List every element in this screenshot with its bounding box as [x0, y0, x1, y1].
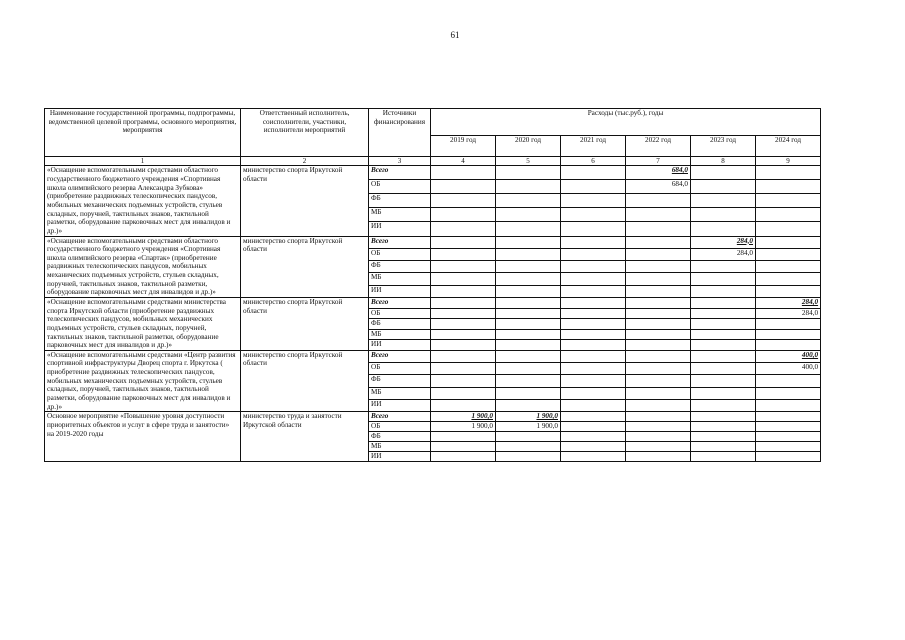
funding-source: МБ [369, 273, 431, 285]
expense-value [626, 194, 691, 208]
expense-value [691, 261, 756, 273]
expense-value [496, 261, 561, 273]
expense-value: 1 900,0 [496, 412, 561, 422]
expense-value [756, 273, 821, 285]
header-year: 2019 год [431, 136, 496, 157]
expense-value [626, 261, 691, 273]
column-number: 2 [241, 157, 369, 166]
expense-value [561, 180, 626, 194]
expense-value [431, 387, 496, 399]
expense-value [756, 452, 821, 462]
expense-value: 284,0 [691, 248, 756, 260]
expense-value [431, 208, 496, 222]
funding-source: Всего [369, 166, 431, 180]
measure-name: Основное мероприятие «Повышение уровня доступности приоритетных объектов и услуг в сфере труда и занятости» на 2019-2020 годы [45, 412, 241, 462]
expense-value [691, 432, 756, 442]
header-year: 2023 год [691, 136, 756, 157]
funding-source: ФБ [369, 375, 431, 387]
expense-value [756, 194, 821, 208]
column-number: 3 [369, 157, 431, 166]
header-year: 2024 год [756, 136, 821, 157]
measure-executor: министерство спорта Иркутской области [241, 298, 369, 351]
expense-value [561, 308, 626, 319]
expense-value: 400,0 [756, 363, 821, 375]
expense-value [561, 432, 626, 442]
expense-value [561, 222, 626, 236]
expense-value [756, 375, 821, 387]
funding-source: МБ [369, 329, 431, 340]
expense-value [626, 350, 691, 362]
header-name: Наименование государственной программы, подпрограммы, ведомственной целевой программы, основного мероприятия, мероприятия [45, 109, 241, 157]
expense-value [496, 363, 561, 375]
expense-value [626, 422, 691, 432]
expense-value [431, 375, 496, 387]
expense-value [431, 166, 496, 180]
expense-value [756, 329, 821, 340]
expense-value [691, 285, 756, 297]
expense-value [756, 285, 821, 297]
expense-value [561, 273, 626, 285]
expense-value [626, 236, 691, 248]
header-expenses: Расходы (тыс.руб.), годы [431, 109, 821, 136]
expense-value [691, 166, 756, 180]
expense-value [561, 329, 626, 340]
expense-value [431, 298, 496, 309]
header-year: 2022 год [626, 136, 691, 157]
expense-value [691, 329, 756, 340]
expense-value [561, 400, 626, 412]
funding-source: ФБ [369, 194, 431, 208]
funding-source: МБ [369, 387, 431, 399]
expense-value: 1 900,0 [431, 412, 496, 422]
measure-executor: министерство труда и занятости Иркутской области [241, 412, 369, 462]
expense-value [756, 319, 821, 330]
table-row [45, 166, 821, 180]
column-number: 1 [45, 157, 241, 166]
expense-value [756, 166, 821, 180]
expense-value [561, 194, 626, 208]
expense-value [691, 442, 756, 452]
column-number: 9 [756, 157, 821, 166]
expense-value [496, 400, 561, 412]
expense-value [691, 350, 756, 362]
expense-value [626, 222, 691, 236]
column-number: 8 [691, 157, 756, 166]
column-number: 7 [626, 157, 691, 166]
expense-value [431, 400, 496, 412]
funding-source: ИИ [369, 222, 431, 236]
measure-name: «Оснащение вспомогательными средствами «Центр развития спортивной инфраструктуры Дворец спорта г. Иркутска ( приобретение раздвижных телескопических пандусов, мобильных механических подъемных устройств, стульев складных, поручней, тактильных знаков, тактильной разметки, оборудование парковочных мест для инвалидов и др.)» [45, 350, 241, 411]
funding-source: ИИ [369, 452, 431, 462]
expense-value [691, 308, 756, 319]
expense-value [496, 285, 561, 297]
expense-value [756, 261, 821, 273]
expense-value [561, 422, 626, 432]
expense-value [756, 412, 821, 422]
expense-value [496, 180, 561, 194]
expense-value [431, 248, 496, 260]
measure-name: «Оснащение вспомогательными средствами министерства спорта Иркутской области (приобретение раздвижных телескопических пандусов, мобильных механических подъемных устройств, стульев складных, поручней, тактильных знаков, тактильной разметки, оборудование парковочных мест для инвалидов и др.)» [45, 298, 241, 351]
expense-value [431, 261, 496, 273]
expense-value [561, 387, 626, 399]
expense-value [431, 236, 496, 248]
expense-value [626, 412, 691, 422]
funding-source: Всего [369, 412, 431, 422]
expense-value [561, 285, 626, 297]
expense-value [561, 248, 626, 260]
expense-value [691, 298, 756, 309]
expense-value [691, 194, 756, 208]
measure-executor: министерство спорта Иркутской области [241, 236, 369, 297]
expense-value [496, 375, 561, 387]
expense-value [496, 166, 561, 180]
measure-executor: министерство спорта Иркутской области [241, 350, 369, 411]
measure-name: «Оснащение вспомогательными средствами областного государственного бюджетного учреждения «Спортивная школа олимпийского резерва Александра Зубкова» (приобретение раздвижных телескопических пандусов, мобильных механических подъемных устройств, стульев складных, поручней, тактильных знаков, тактильной разметки, оборудование парковочных мест для инвалидов и др.)» [45, 166, 241, 236]
expense-value [431, 308, 496, 319]
expense-value [561, 319, 626, 330]
funding-source: МБ [369, 442, 431, 452]
expense-value: 1 900,0 [496, 422, 561, 432]
expense-value [561, 412, 626, 422]
funding-source: ИИ [369, 285, 431, 297]
expense-value: 284,0 [756, 308, 821, 319]
expense-value [626, 432, 691, 442]
expense-value [431, 285, 496, 297]
expense-value [496, 194, 561, 208]
expense-value [561, 298, 626, 309]
expense-value [626, 273, 691, 285]
expense-value [691, 222, 756, 236]
expense-value [626, 442, 691, 452]
expense-value [496, 298, 561, 309]
table-row [45, 412, 821, 422]
expense-value [756, 208, 821, 222]
expense-value [691, 319, 756, 330]
expense-value [561, 375, 626, 387]
expense-value [561, 350, 626, 362]
column-number: 6 [561, 157, 626, 166]
expense-value [691, 412, 756, 422]
expense-value [431, 180, 496, 194]
expense-value [431, 222, 496, 236]
expense-value [691, 340, 756, 351]
expense-value [496, 442, 561, 452]
expense-value [756, 236, 821, 248]
expense-value [496, 248, 561, 260]
funding-source: ОБ [369, 180, 431, 194]
expense-value [626, 452, 691, 462]
header-source: Источники финансирования [369, 109, 431, 157]
expense-value [496, 432, 561, 442]
expense-value [496, 319, 561, 330]
funding-source: Всего [369, 298, 431, 309]
expense-value [431, 350, 496, 362]
page-number: 61 [450, 30, 460, 40]
expense-value [431, 194, 496, 208]
expense-value [561, 236, 626, 248]
expense-value [561, 363, 626, 375]
measure-name: «Оснащение вспомогательными средствами областного государственного бюджетного учреждения «Спортивная школа олимпийского резерва «Спартак» (приобретение раздвижных телескопических пандусов, мобильных механических подъемных устройств, стульев складных, поручней, тактильных знаков, тактильной разметки, оборудование парковочных мест для инвалидов и др.)» [45, 236, 241, 297]
header-executor: Ответственный исполнитель, соисполнители, участники, исполнители мероприятий [241, 109, 369, 157]
expense-value [756, 340, 821, 351]
funding-source: ИИ [369, 340, 431, 351]
expense-value: 284,0 [691, 236, 756, 248]
expense-value [626, 387, 691, 399]
funding-source: ОБ [369, 248, 431, 260]
column-number: 5 [496, 157, 561, 166]
expense-value [626, 319, 691, 330]
expense-value [561, 442, 626, 452]
expense-value [691, 273, 756, 285]
expense-value: 684,0 [626, 180, 691, 194]
funding-source: ИИ [369, 400, 431, 412]
expenses-table [44, 108, 821, 462]
expense-value [431, 363, 496, 375]
expense-value [431, 432, 496, 442]
measure-executor: министерство спорта Иркутской области [241, 166, 369, 236]
expense-value [626, 208, 691, 222]
expense-value [691, 208, 756, 222]
expense-value [626, 340, 691, 351]
table-row [45, 298, 821, 309]
expense-value [496, 452, 561, 462]
expense-value [626, 375, 691, 387]
expense-value [756, 422, 821, 432]
expense-value [626, 363, 691, 375]
expense-value [756, 387, 821, 399]
funding-source: ФБ [369, 432, 431, 442]
expense-value [496, 329, 561, 340]
expense-value [691, 400, 756, 412]
funding-source: Всего [369, 236, 431, 248]
expense-value [496, 273, 561, 285]
expense-value [626, 248, 691, 260]
expense-value [431, 319, 496, 330]
header-year: 2021 год [561, 136, 626, 157]
expense-value [691, 375, 756, 387]
expense-value [496, 236, 561, 248]
expense-value [691, 363, 756, 375]
expense-value [626, 400, 691, 412]
expense-value [691, 387, 756, 399]
expense-value [431, 329, 496, 340]
expense-value [496, 387, 561, 399]
expense-value [626, 308, 691, 319]
header-year: 2020 год [496, 136, 561, 157]
expense-value [561, 261, 626, 273]
expense-value [431, 273, 496, 285]
expense-value [756, 248, 821, 260]
expense-value [626, 298, 691, 309]
expense-value [756, 432, 821, 442]
expense-value [691, 422, 756, 432]
expense-value [496, 350, 561, 362]
expense-value [756, 180, 821, 194]
expense-value: 1 900,0 [431, 422, 496, 432]
funding-source: ОБ [369, 363, 431, 375]
expense-value: 284,0 [756, 298, 821, 309]
table-row [45, 236, 821, 248]
expense-value [626, 329, 691, 340]
expense-value [756, 400, 821, 412]
expense-value [496, 340, 561, 351]
expense-value [496, 308, 561, 319]
expense-value [431, 442, 496, 452]
funding-source: МБ [369, 208, 431, 222]
expense-value [561, 452, 626, 462]
funding-source: ФБ [369, 319, 431, 330]
column-number: 4 [431, 157, 496, 166]
expense-value [756, 222, 821, 236]
expense-value [496, 222, 561, 236]
expense-value: 684,0 [626, 166, 691, 180]
expense-value [431, 452, 496, 462]
expense-value [561, 340, 626, 351]
expense-value [626, 285, 691, 297]
expense-value [756, 442, 821, 452]
expense-value [561, 208, 626, 222]
expense-value [691, 180, 756, 194]
expense-value [431, 340, 496, 351]
funding-source: ОБ [369, 308, 431, 319]
funding-source: ФБ [369, 261, 431, 273]
funding-source: Всего [369, 350, 431, 362]
expense-value: 400,0 [756, 350, 821, 362]
table-row [45, 350, 821, 362]
expense-value [496, 208, 561, 222]
funding-source: ОБ [369, 422, 431, 432]
expense-value [561, 166, 626, 180]
expense-value [691, 452, 756, 462]
